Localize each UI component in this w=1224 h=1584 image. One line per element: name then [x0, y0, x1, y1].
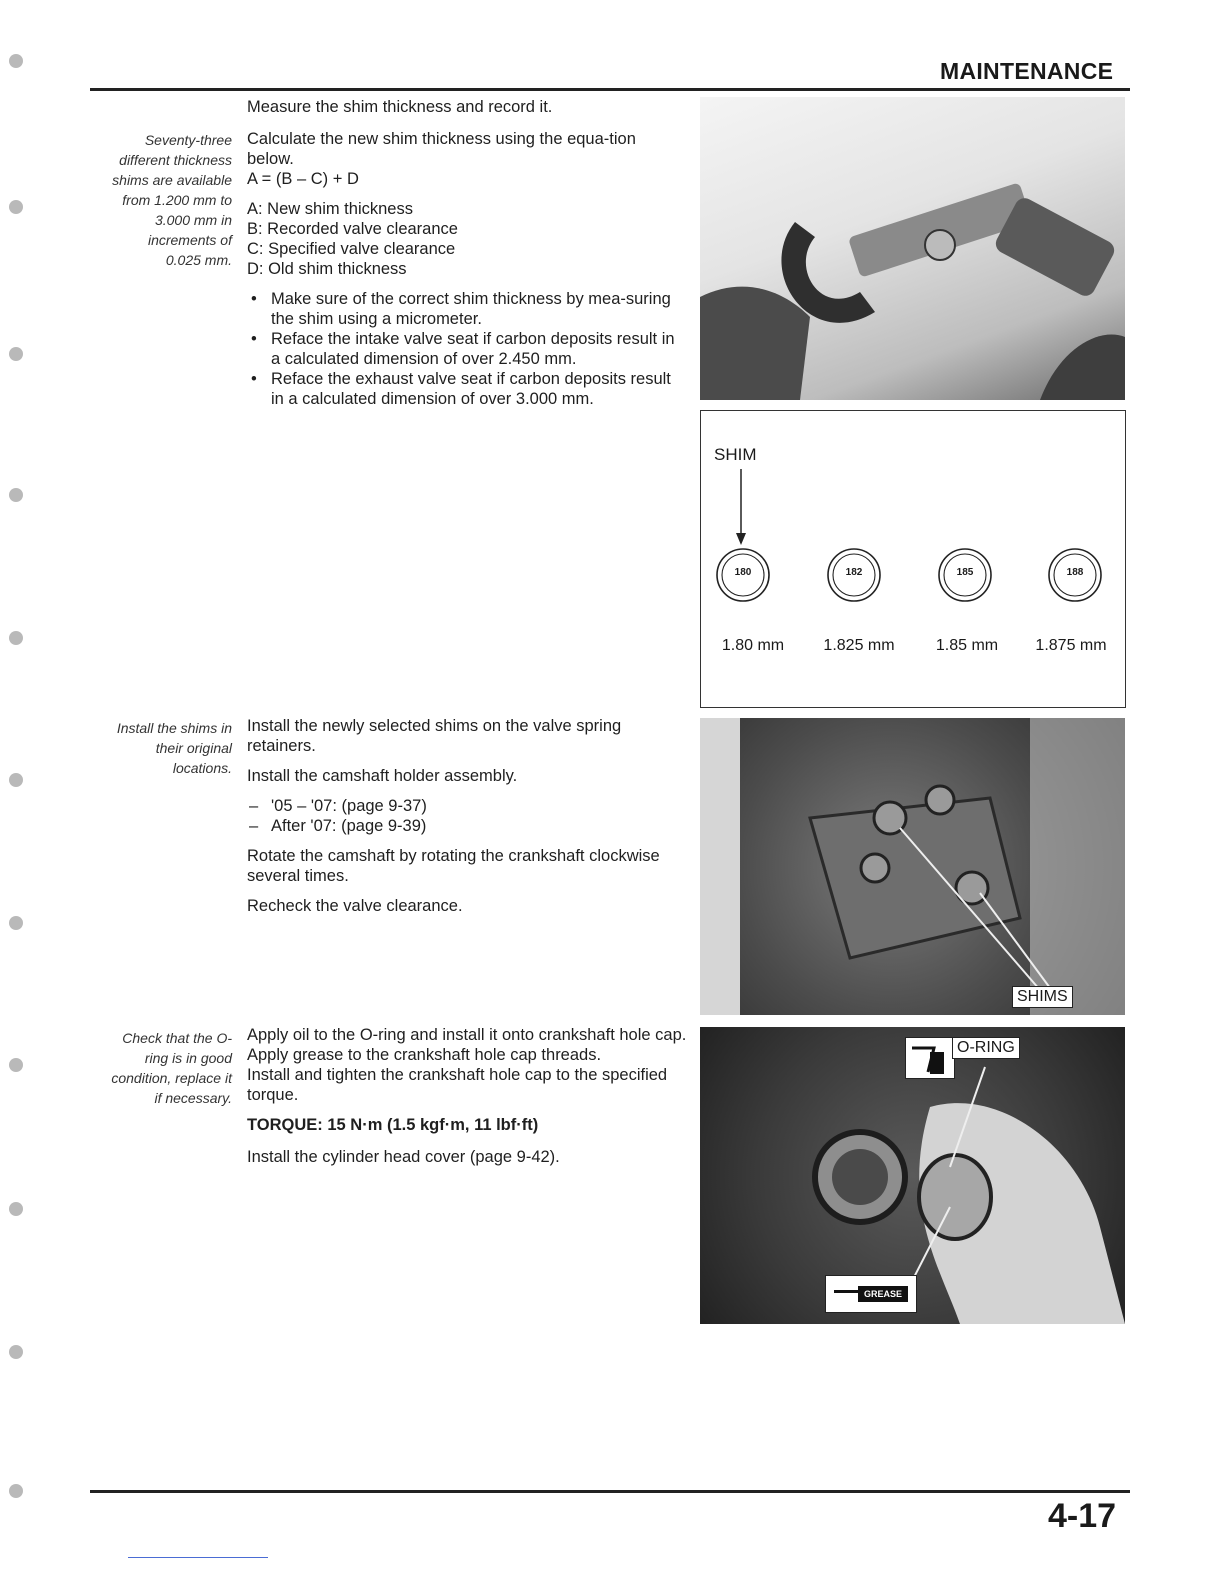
binder-hole	[9, 1202, 23, 1216]
shim-size: 1.85 mm	[935, 637, 999, 654]
recheck-para: Recheck the valve clearance.	[247, 897, 463, 915]
side-note-line: different thickness	[119, 152, 232, 168]
equation: A = (B – C) + D	[247, 170, 359, 188]
binder-hole	[9, 347, 23, 361]
shim-mark: 185	[956, 567, 974, 578]
shim-mark: 182	[845, 567, 863, 578]
legend-line: A: New shim thickness	[247, 200, 413, 218]
grease-label: GREASE	[858, 1286, 908, 1302]
side-note-line: increments of	[147, 232, 232, 248]
shim-item-188	[1047, 547, 1103, 608]
apply-oil-para: Apply oil to the O-ring and install it onto crankshaft hole cap.	[247, 1026, 687, 1044]
header-rule	[90, 88, 1130, 91]
micrometer-illustration	[700, 97, 1125, 400]
shim-item-185	[937, 547, 993, 608]
grease-icon	[825, 1275, 917, 1313]
shim-item-180	[715, 547, 771, 608]
binder-hole	[9, 200, 23, 214]
oil-label	[944, 1054, 945, 1055]
install-cover-para: Install the cylinder head cover (page 9-42).	[247, 1148, 560, 1166]
page-ref-item: – After '07: (page 9-39)	[271, 816, 687, 836]
side-note-line: Check that the O-	[122, 1030, 232, 1046]
tighten-cap-para: Install and tighten the crankshaft hole cap to the specified torque.	[247, 1066, 668, 1104]
shim-calc-text	[247, 97, 687, 409]
calc-text: Calculate the new shim thickness using the equa-tion below.	[247, 130, 636, 168]
side-note-line: their original	[155, 740, 232, 756]
shim-mark: 188	[1066, 567, 1084, 578]
shim-diagram	[700, 410, 1126, 708]
shim-item-182	[826, 547, 882, 608]
hole-cap-text	[247, 1025, 687, 1175]
camshaft-holder-para: Install the camshaft holder assembly.	[247, 767, 518, 785]
side-note-line: condition, replace it	[111, 1070, 232, 1086]
side-note-shim-location	[92, 718, 232, 778]
underline-artifact	[128, 1557, 268, 1558]
side-note-line: locations.	[172, 760, 232, 776]
side-note-line: 0.025 mm.	[165, 252, 232, 268]
grease-nozzle	[834, 1290, 858, 1293]
binder-hole	[9, 631, 23, 645]
legend-line: C: Specified valve clearance	[247, 240, 456, 258]
binder-hole	[9, 1345, 23, 1359]
legend-line: B: Recorded valve clearance	[247, 220, 458, 238]
bullet-item: • Make sure of the correct shim thickness by mea-suring the shim using a micrometer.	[271, 289, 687, 329]
torque-spec: TORQUE: 15 N·m (1.5 kgf·m, 11 lbf·ft)	[247, 1116, 539, 1134]
bullet-item: • Reface the intake valve seat if carbon deposits result in a calculated dimension of over 2.450 mm.	[271, 329, 687, 369]
side-note-line: ring is in good	[144, 1050, 232, 1066]
oring-callout: O-RING	[952, 1037, 1020, 1059]
legend-line: D: Old shim thickness	[247, 260, 407, 278]
shims-callout: SHIMS	[1012, 986, 1073, 1008]
binder-hole	[9, 1058, 23, 1072]
shim-size: 1.80 mm	[721, 637, 785, 654]
apply-grease-para: Apply grease to the crankshaft hole cap threads.	[247, 1046, 602, 1064]
oring-photo	[700, 1027, 1125, 1324]
measure-text: Measure the shim thickness and record it.	[247, 98, 553, 116]
binder-hole	[9, 773, 23, 787]
side-note-oring	[92, 1028, 232, 1108]
side-note-shim-range	[92, 130, 232, 270]
shim-notes-list	[247, 289, 687, 409]
section-title: MAINTENANCE	[940, 58, 1114, 84]
side-note-line: if necessary.	[154, 1090, 232, 1106]
binder-hole	[9, 916, 23, 930]
equation-legend	[247, 199, 687, 279]
shim-mark: 180	[734, 567, 752, 578]
rotate-camshaft-para: Rotate the camshaft by rotating the crankshaft clockwise several times.	[247, 847, 660, 885]
install-shims-text	[247, 716, 687, 924]
side-note-line: 3.000 mm in	[154, 212, 232, 228]
footer-rule	[90, 1490, 1130, 1493]
micrometer-photo	[700, 97, 1125, 400]
shim-size: 1.825 mm	[823, 637, 895, 654]
cylinder-head-illustration	[700, 718, 1125, 1015]
shim-size: 1.875 mm	[1035, 637, 1107, 654]
binder-hole	[9, 1484, 23, 1498]
side-note-line: Seventy-three	[144, 132, 232, 148]
install-shims-para: Install the newly selected shims on the valve spring retainers.	[247, 717, 622, 755]
binder-hole	[9, 54, 23, 68]
page-number: 4-17	[1048, 1497, 1117, 1535]
bullet-item: • Reface the exhaust valve seat if carbon deposits result in a calculated dimension of over 3.000 mm.	[271, 369, 687, 409]
side-note-line: Install the shims in	[116, 720, 232, 736]
shims-engine-photo	[700, 718, 1125, 1015]
shim-label: SHIM	[714, 445, 757, 464]
oil-can-icon	[906, 1038, 954, 1078]
page-ref-item: – '05 – '07: (page 9-37)	[271, 796, 687, 816]
binder-hole	[9, 488, 23, 502]
page-refs-list	[247, 796, 687, 836]
side-note-line: shims are available	[112, 172, 232, 188]
side-note-line: from 1.200 mm to	[122, 192, 232, 208]
oil-icon	[905, 1037, 955, 1079]
